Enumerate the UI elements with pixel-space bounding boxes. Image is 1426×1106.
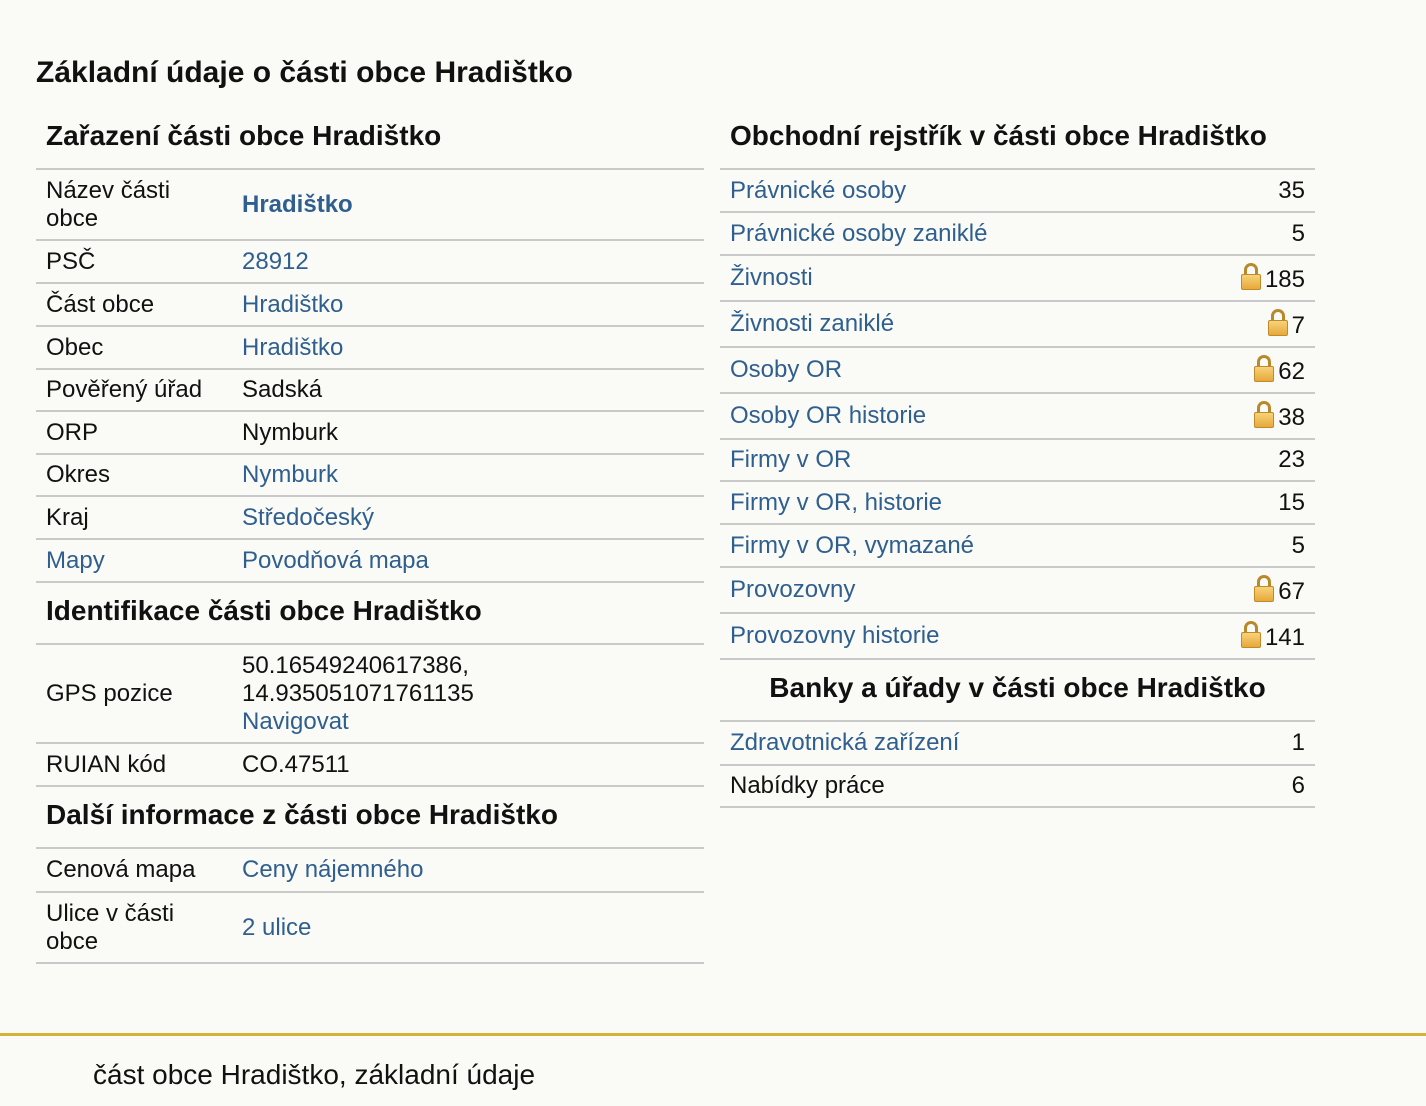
- count-value: 67: [1278, 577, 1305, 605]
- row-label: PSČ: [36, 240, 232, 283]
- footer-text: část obce Hradištko, základní údaje: [93, 1059, 536, 1090]
- cast-obce-link[interactable]: Hradištko: [242, 290, 344, 318]
- povodnova-mapa-link[interactable]: Povodňová mapa: [242, 546, 429, 574]
- table-row: [720, 212, 1315, 255]
- ulice-link[interactable]: 2 ulice: [242, 913, 312, 941]
- provozovny-historie-link[interactable]: Provozovny historie: [730, 622, 940, 649]
- pravnicke-osoby-link[interactable]: Právnické osoby: [730, 176, 907, 204]
- row-value: [232, 496, 704, 539]
- table-row: [36, 283, 704, 326]
- row-count: 23: [1177, 439, 1315, 481]
- row-count: [1177, 255, 1315, 301]
- gps-label: GPS pozice: [36, 645, 232, 743]
- table-row: [36, 539, 704, 582]
- page-title: Základní údaje o části obce Hradištko: [36, 56, 573, 89]
- table-row: [36, 454, 704, 496]
- nazev-link[interactable]: Hradištko: [242, 190, 353, 218]
- row-count: [1177, 347, 1315, 393]
- row-label: [720, 613, 1177, 659]
- row-value: [232, 454, 704, 496]
- count-value: 141: [1264, 623, 1305, 651]
- provozovny-link[interactable]: Provozovny: [730, 576, 856, 603]
- right-column: [720, 110, 1315, 808]
- row-label-mapy: [36, 539, 232, 582]
- ruian-value: CO.47511: [232, 743, 704, 786]
- row-count: [1177, 393, 1315, 439]
- row-value: Nymburk: [232, 411, 704, 454]
- lock-icon: [1241, 263, 1261, 290]
- row-label: Název části obce: [36, 170, 232, 240]
- lock-icon: [1241, 621, 1261, 648]
- gps-value: [232, 645, 704, 743]
- lock-icon: [1268, 309, 1288, 336]
- count-value: 62: [1278, 357, 1305, 385]
- row-label: Obec: [36, 326, 232, 369]
- section-title-identifikace: Identifikace části obce Hradištko: [36, 583, 704, 645]
- row-value: [232, 326, 704, 369]
- row-label: Část obce: [36, 283, 232, 326]
- row-label: [720, 212, 1177, 255]
- pravnicke-osoby-zanikle-link[interactable]: Právnické osoby zaniklé: [730, 219, 988, 247]
- row-count: 1: [1245, 722, 1315, 765]
- row-label: Ulice v části obce: [36, 892, 232, 963]
- okres-link[interactable]: Nymburk: [242, 461, 339, 488]
- row-label: ORP: [36, 411, 232, 454]
- dalsi-table: [36, 849, 704, 964]
- row-label: Pověřený úřad: [36, 369, 232, 411]
- row-label: Kraj: [36, 496, 232, 539]
- left-column: [36, 110, 704, 964]
- row-label: [720, 481, 1177, 524]
- kraj-link[interactable]: Středočeský: [242, 503, 375, 531]
- row-value: [232, 539, 704, 582]
- table-row: [36, 411, 704, 454]
- row-label: [720, 255, 1177, 301]
- footer: [0, 1033, 1426, 1106]
- table-row: [720, 722, 1315, 765]
- osoby-or-historie-link[interactable]: Osoby OR historie: [730, 402, 927, 429]
- count-value: 185: [1264, 265, 1305, 293]
- lock-icon: [1254, 575, 1274, 602]
- row-label: Okres: [36, 454, 232, 496]
- row-count: 15: [1177, 481, 1315, 524]
- table-row: [720, 524, 1315, 567]
- firmy-v-or-historie-link[interactable]: Firmy v OR, historie: [730, 488, 943, 516]
- banky-table: [720, 722, 1315, 808]
- row-count: 5: [1177, 524, 1315, 567]
- row-count: [1177, 301, 1315, 347]
- obchodni-table: [720, 170, 1315, 660]
- table-row: [36, 496, 704, 539]
- table-row: [36, 326, 704, 369]
- identifikace-table: [36, 645, 704, 787]
- table-row: [36, 743, 704, 786]
- count-value: 7: [1291, 311, 1305, 339]
- lock-icon: [1254, 401, 1274, 428]
- row-label: [720, 347, 1177, 393]
- table-row: [720, 439, 1315, 481]
- psc-link[interactable]: 28912: [242, 247, 309, 275]
- section-title-dalsi: Další informace z části obce Hradištko: [36, 787, 704, 849]
- row-count: [1177, 613, 1315, 659]
- osoby-or-link[interactable]: Osoby OR: [730, 356, 843, 383]
- zdravotnicka-zarizeni-link[interactable]: Zdravotnická zařízení: [730, 729, 960, 756]
- row-value: [232, 240, 704, 283]
- zivnosti-zanikle-link[interactable]: Živnosti zaniklé: [730, 310, 895, 337]
- row-count: 6: [1245, 765, 1315, 807]
- ceny-najemneho-link[interactable]: Ceny nájemného: [242, 856, 424, 883]
- row-label: [720, 170, 1177, 212]
- row-value: [232, 170, 704, 240]
- zarazeni-table: [36, 170, 704, 583]
- table-row: [720, 347, 1315, 393]
- gps-lon: 14.935051071761135: [242, 679, 474, 707]
- table-row: [720, 301, 1315, 347]
- row-count: 35: [1177, 170, 1315, 212]
- lock-icon: [1254, 355, 1274, 382]
- table-row: [36, 849, 704, 892]
- table-row: [36, 240, 704, 283]
- table-row: [720, 481, 1315, 524]
- section-title-banky: Banky a úřady v části obce Hradištko: [720, 660, 1315, 722]
- table-row: [720, 255, 1315, 301]
- zivnosti-link[interactable]: Živnosti: [730, 264, 813, 291]
- row-label: [720, 301, 1177, 347]
- obec-link[interactable]: Hradištko: [242, 333, 344, 361]
- table-row: [720, 613, 1315, 659]
- table-row: [36, 369, 704, 411]
- row-value: [232, 892, 704, 963]
- row-label: [720, 439, 1177, 481]
- row-label: [720, 567, 1177, 613]
- row-value: Sadská: [232, 369, 704, 411]
- ruian-label: RUIAN kód: [36, 743, 232, 786]
- row-label: [720, 524, 1177, 567]
- table-row: [36, 892, 704, 963]
- row-label: Cenová mapa: [36, 849, 232, 892]
- firmy-v-or-link[interactable]: Firmy v OR: [730, 446, 852, 473]
- row-label: [720, 722, 1245, 765]
- table-row: [720, 567, 1315, 613]
- row-label: Nabídky práce: [720, 765, 1245, 807]
- row-label: [720, 393, 1177, 439]
- row-count: [1177, 567, 1315, 613]
- section-title-zarazeni: Zařazení části obce Hradištko: [36, 110, 704, 170]
- table-row: [36, 645, 704, 743]
- gps-lat: 50.16549240617386,: [242, 651, 469, 679]
- mapy-link[interactable]: Mapy: [46, 546, 105, 574]
- row-count: 5: [1177, 212, 1315, 255]
- table-row: [720, 170, 1315, 212]
- table-row: [720, 393, 1315, 439]
- table-row: [36, 170, 704, 240]
- firmy-v-or-vymazane-link[interactable]: Firmy v OR, vymazané: [730, 531, 975, 559]
- navigovat-link[interactable]: Navigovat: [242, 707, 349, 735]
- row-value: [232, 283, 704, 326]
- table-row: [720, 765, 1315, 807]
- section-title-obchodni: Obchodní rejstřík v části obce Hradištko: [720, 110, 1315, 170]
- row-value: [232, 849, 704, 892]
- count-value: 38: [1278, 403, 1305, 431]
